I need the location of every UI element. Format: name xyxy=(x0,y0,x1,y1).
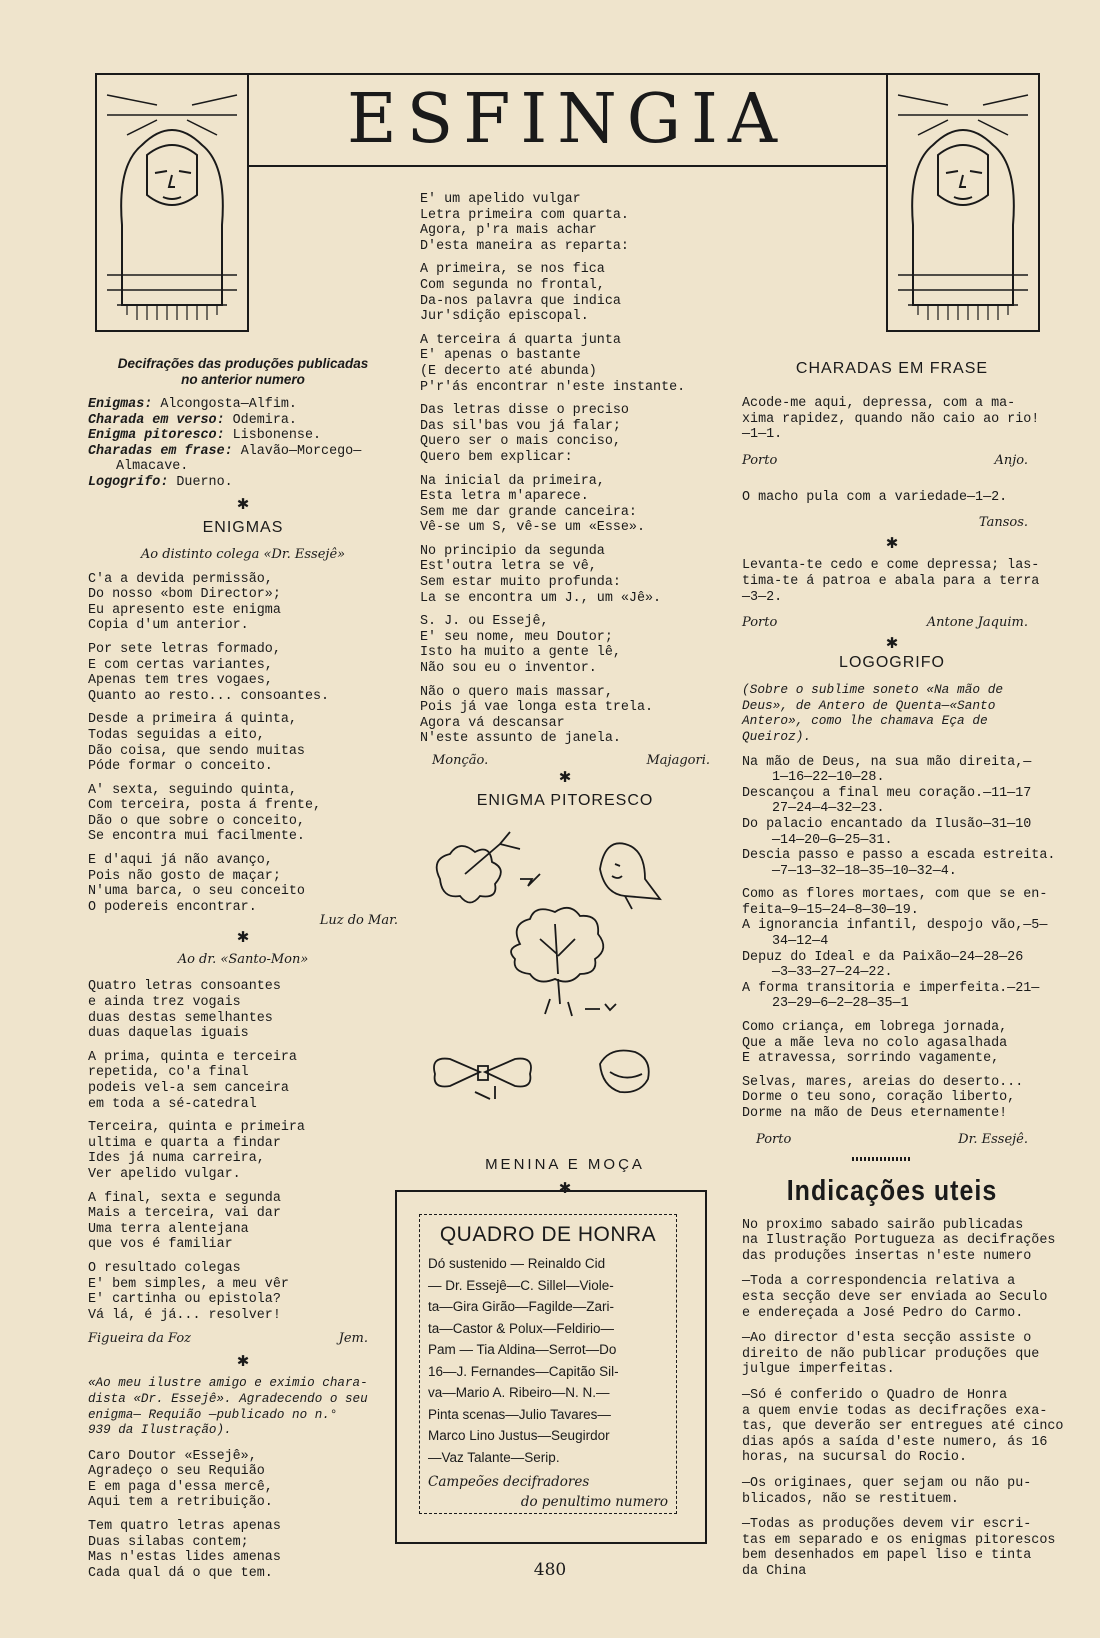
verse-line: Jur'sdição episcopal. xyxy=(420,309,589,325)
decifracoes-list xyxy=(88,397,398,491)
verse-line: Eu apresento este enigma xyxy=(88,602,281,618)
charada-line: xima rapidez, quando não caio ao rio! xyxy=(742,411,1040,427)
logogrifo-intro-line: Antero», como lhe chamava Eça de xyxy=(742,713,988,729)
verse-line: Cada qual dá o que tem. xyxy=(88,1565,273,1581)
dedication-2: Ao dr. «Santo-Mon» xyxy=(177,952,309,968)
indicacao-paragraph xyxy=(742,1274,1048,1321)
logogrifo-intro-line: (Sobre o sublime soneto «Na mão de xyxy=(742,682,1004,698)
pitoresco-caption: MENINA E MOÇA xyxy=(485,1156,645,1173)
indicacao-paragraph xyxy=(742,1217,1056,1265)
dedication-line: enigma— Requião —publicado no n.° xyxy=(88,1407,338,1422)
verse-line: A final, sexta e segunda xyxy=(88,1190,281,1206)
bow-ribbon-icon xyxy=(434,1059,531,1099)
verse-line: em toda a sé-catedral xyxy=(88,1096,257,1112)
verse-line: (E decerto até abunda) xyxy=(420,363,597,379)
verse-line: Ver apelido vulgar. xyxy=(88,1166,241,1182)
verse-line: La se encontra um J., um «Jê». xyxy=(420,590,662,606)
verse-line: 23—29—6—2—28—35—1 xyxy=(772,996,909,1012)
verse-line xyxy=(420,536,710,544)
verse-line xyxy=(88,845,398,853)
bonnet-icon xyxy=(600,1051,649,1093)
verse-line: Caro Doutor «Essejê», xyxy=(88,1448,257,1464)
verse-line: E' bem simples, a meu vêr xyxy=(88,1276,289,1292)
verse-line: 27—24—4—32—23. xyxy=(772,801,885,817)
quadro-honra-footer: Campeões decifradores do penultimo numero xyxy=(428,1474,668,1510)
indicacao-line: bem desenhados em papel liso e tinta xyxy=(742,1548,1032,1564)
verse-line: E' seu nome, meu Doutor; xyxy=(420,629,613,645)
verse-line: feita—9—15—24—8—30—19. xyxy=(742,902,919,918)
verse-line xyxy=(420,677,710,685)
grape-leaf-icon xyxy=(437,832,540,903)
column-left xyxy=(88,356,398,1581)
lettuce-icon xyxy=(511,908,616,1016)
indicacao-line: das produções insertas n'este numero xyxy=(742,1248,1032,1264)
charada-3-signature: Porto Antone Jaquim. xyxy=(742,615,1028,631)
dedication-line: dista «Dr. Essejê». Agradecendo o seu xyxy=(88,1391,368,1406)
verse-line: Aqui tem a retribuição. xyxy=(88,1495,273,1511)
verse-line: Descia passo e passo a escada estreita. xyxy=(742,848,1056,864)
quadro-honra-box xyxy=(395,1190,707,1544)
verse-line: Dorme na mão de Deus eternamente! xyxy=(742,1106,1008,1121)
verse-line: Vê-se um S, vê-se um «Esse». xyxy=(420,520,645,536)
verse-line: Quanto ao resto... consoantes. xyxy=(88,688,330,704)
verse-line: podeis vel-a sem canceira xyxy=(88,1081,289,1096)
indicacao-line: —Só é conferido o Quadro de Honra xyxy=(742,1387,1008,1403)
verse-line xyxy=(742,1067,1042,1075)
signature-majagori: Monção. Majagori. xyxy=(432,753,710,768)
enigma-pitoresco-drawing xyxy=(420,824,710,1154)
indicacao-line: —Todas as produções devem vir escri- xyxy=(742,1517,1032,1533)
indicacao-line: julgue imperfeitas. xyxy=(742,1362,895,1378)
verse-line xyxy=(742,879,1042,887)
logogrifo-heading: LOGOGRIFO xyxy=(839,654,945,672)
divider-star: ✱ xyxy=(558,768,572,786)
logogrifo-signature: Porto Dr. Essejê. xyxy=(756,1131,1028,1147)
verse-line: Póde formar o conceito. xyxy=(88,759,273,775)
verse-line: Agradeço o seu Requião xyxy=(88,1464,265,1480)
enigma-poem-4 xyxy=(420,192,710,747)
verse-line: Com terceira, posta á frente, xyxy=(88,798,322,814)
verse-line: S. J. ou Essejê, xyxy=(420,614,549,630)
verse-line: Por sete letras formado, xyxy=(88,641,281,657)
decif-line: Enigma pitoresco: Lisbonense. xyxy=(88,428,322,444)
page-title: ESFINGIA xyxy=(346,80,788,159)
charada-3 xyxy=(742,558,1042,605)
indicacao-line: blicados, não se restituem. xyxy=(742,1491,959,1507)
verse-line: duas daquelas iguais xyxy=(88,1026,249,1042)
verse-line: Apenas tem tres vogaes, xyxy=(88,673,273,689)
verse-line: A ignorancia infantil, despojo vão,—5— xyxy=(742,918,1048,934)
verse-line xyxy=(420,254,710,262)
verse-line xyxy=(420,606,710,614)
verse-line xyxy=(88,1042,398,1050)
verse-line: Quero bem explicar: xyxy=(420,449,573,465)
verse-line: —14—20—G—25—31. xyxy=(772,832,893,848)
verse-line: D'esta maneira as reparta: xyxy=(420,238,629,254)
verse-line: Das letras disse o preciso xyxy=(420,403,629,419)
charadas-heading: CHARADAS EM FRASE xyxy=(795,360,989,377)
quadro-honra-names xyxy=(428,1253,668,1468)
verse-line: Depuz do Ideal e da Paixão—24—28—26 xyxy=(742,949,1024,965)
sphinx-right-icon xyxy=(888,75,1038,330)
honra-line: Dó sustenido — Reinaldo Cid xyxy=(428,1256,606,1271)
divider-star: ✱ xyxy=(885,634,899,653)
verse-line: Como criança, em lobrega jornada, xyxy=(742,1020,1008,1036)
indicacao-line: tas em separado e os enigmas pitorescos xyxy=(742,1532,1056,1548)
verse-line: Com segunda no frontal, xyxy=(420,277,605,293)
verse-line xyxy=(88,1511,398,1519)
verse-line: Na mão de Deus, na sua mão direita,— xyxy=(742,754,1032,770)
decifracoes-title: Decifrações das produções publicadas no anterior numero xyxy=(117,356,369,387)
verse-line: Não o quero mais massar, xyxy=(420,684,613,700)
verse-line: ultima e quarta a findar xyxy=(88,1135,281,1151)
indicacao-line: dias após a saída d'este numero, ás 16 xyxy=(742,1434,1048,1450)
logogrifo-intro-line: Queiroz). xyxy=(742,728,812,744)
verse-line: A prima, quinta e terceira xyxy=(88,1049,297,1065)
dedication-line: 939 da Ilustração). xyxy=(88,1423,232,1438)
enigma-poem-2 xyxy=(88,979,398,1323)
indicacao-line: a quem envie todas as decifrações exa- xyxy=(742,1403,1048,1419)
quadro-honra-title: QUADRO DE HONRA xyxy=(439,1223,657,1246)
verse-line: N'este assunto de janela. xyxy=(420,731,621,747)
verse-line xyxy=(420,466,710,474)
verse-line xyxy=(420,325,710,333)
verse-line: Todas seguidas a eito, xyxy=(88,727,265,743)
verse-line: 34—12—4 xyxy=(772,934,829,950)
decif-line: Almacave. xyxy=(116,459,189,475)
indicacao-line: da China xyxy=(742,1563,807,1579)
charada-2-signature: Tansos. xyxy=(978,515,1028,531)
verse-line: E com certas variantes, xyxy=(88,657,273,673)
verse-line: Desde a primeira á quinta, xyxy=(88,712,297,728)
honra-line: —Vaz Talante—Serip. xyxy=(428,1449,560,1465)
indicacao-line: direito de não publicar produções que xyxy=(742,1346,1040,1362)
verse-line: Se encontra mui facilmente. xyxy=(88,829,305,845)
divider-star: ✱ xyxy=(885,534,899,553)
old-woman-icon xyxy=(600,843,660,909)
honra-line: Pinta scenas—Julio Tavares— xyxy=(428,1406,611,1422)
verse-line: Mas n'estas lides amenas xyxy=(88,1550,281,1566)
verse-line: que vos é familiar xyxy=(88,1237,233,1253)
honra-line: — Dr. Essejê—C. Sillel—Viole- xyxy=(428,1277,614,1293)
indicacoes-heading: Indicações uteis xyxy=(786,1174,998,1207)
verse-line: E' um apelido vulgar xyxy=(420,192,581,207)
verse-line: Ides já numa carreira, xyxy=(88,1151,265,1167)
verse-line: Esta letra m'aparece. xyxy=(420,489,589,505)
charada-line: Acode-me aqui, depressa, com a ma- xyxy=(742,396,1016,411)
honra-line: 16—J. Fernandes—Capitão Sil- xyxy=(428,1363,619,1379)
pitoresco-heading: ENIGMA PITORESCO xyxy=(476,792,654,809)
honra-line: ta—Gira Girão—Fagilde—Zari- xyxy=(428,1299,615,1314)
verse-line: E' apenas o bastante xyxy=(420,348,581,364)
verse-line: A terceira á quarta junta xyxy=(420,332,621,348)
verse-line: O resultado colegas xyxy=(88,1260,241,1276)
verse-line: Quero ser o mais conciso, xyxy=(420,434,621,450)
verse-line xyxy=(88,634,398,642)
verse-line: E d'aqui já não avanço, xyxy=(88,853,273,869)
verse-line: repetida, co'a final xyxy=(88,1065,249,1081)
verse-line xyxy=(742,1012,1042,1020)
honra-line: ta—Castor & Polux—Feldirio— xyxy=(428,1320,615,1336)
verse-line: Isto ha muito a gente lê, xyxy=(420,645,621,661)
verse-line xyxy=(88,1253,398,1261)
verse-line: Selvas, mares, areias do deserto... xyxy=(742,1074,1024,1090)
verse-line: Dão o que sobre o conceito, xyxy=(88,813,305,829)
verse-line: Pois não gosto de maçar; xyxy=(88,868,281,884)
column-right xyxy=(742,360,1064,1589)
indicacao-line: —Os originaes, quer sejam ou não pu- xyxy=(742,1475,1032,1491)
logogrifo-poem xyxy=(742,754,1056,1122)
verse-line: Duas silabas contem; xyxy=(88,1534,249,1550)
indicacao-line: No proximo sabado sairão publicadas xyxy=(742,1217,1024,1233)
decif-line: Logogrifo: Duerno. xyxy=(88,474,233,490)
indicacao-line: —Toda a correspondencia relativa a xyxy=(742,1274,1016,1290)
divider-star: ✱ xyxy=(236,928,250,947)
verse-line: —7—13—32—18—35—10—32—4. xyxy=(772,863,957,879)
page-number: 480 xyxy=(533,1560,567,1580)
verse-line: Pois já vae longa esta trela. xyxy=(420,700,654,716)
divider-star: ✱ xyxy=(236,1352,250,1371)
verse-line: Descançou a final meu coração.—11—17 xyxy=(742,785,1032,801)
verse-line: N'uma barca, o seu conceito xyxy=(88,884,305,900)
divider-star: ✱ xyxy=(558,1179,572,1197)
verse-line: Copia d'um anterior. xyxy=(88,618,249,634)
decif-line: Charada em verso: Odemira. xyxy=(88,412,297,428)
sphinx-left-panel xyxy=(95,73,249,332)
verse-line xyxy=(88,1112,398,1120)
verse-line: duas destas semelhantes xyxy=(88,1010,273,1026)
charada-line: —1—1. xyxy=(742,427,783,443)
indicacao-line: —Ao director d'esta secção assiste o xyxy=(742,1331,1032,1347)
verse-line: E' cartinha ou epistola? xyxy=(88,1292,281,1308)
verse-line: E em paga d'essa mercê, xyxy=(88,1479,273,1495)
indicacao-line: esta secção deve ser enviada ao Seculo xyxy=(742,1289,1048,1305)
verse-line: P'r'ás encontrar n'este instante. xyxy=(420,379,686,395)
charada-line: —3—2. xyxy=(742,589,783,605)
logogrifo-intro-line: Deus», de Antero de Quenta—«Santo xyxy=(742,697,996,713)
verse-line: Uma terra alentejana xyxy=(88,1221,249,1237)
verse-line: Que a mãe leva no colo agasalhada xyxy=(742,1035,1008,1051)
verse-line: Da-nos palavra que indica xyxy=(420,293,621,309)
dedication-1: Ao distinto colega «Dr. Essejê» xyxy=(140,546,346,562)
verse-line: Não sou eu o inventor. xyxy=(420,661,597,677)
verse-line: Do palacio encantado da Ilusão—31—10 xyxy=(742,816,1032,832)
signature-luz-do-mar: Luz do Mar. xyxy=(319,913,398,929)
dedication-line: «Ao meu ilustre amigo e eximio chara- xyxy=(88,1376,368,1391)
honra-line: Marco Lino Justus—Seugirdor xyxy=(428,1428,610,1443)
verse-line: O podereis encontrar. xyxy=(88,899,257,915)
sphinx-right-panel xyxy=(886,73,1040,332)
logogrifo-intro xyxy=(742,682,1042,744)
verse-line: Dorme o teu sono, coração liberto, xyxy=(742,1090,1016,1106)
indicacao-line: na Ilustração Portugueza as decifrações xyxy=(742,1233,1056,1249)
verse-line: Quatro letras consoantes xyxy=(88,979,281,995)
verse-line: Letra primeira com quarta. xyxy=(420,207,629,223)
dedication-3 xyxy=(88,1376,398,1438)
enigmas-heading: ENIGMAS xyxy=(202,518,284,536)
verse-line: Como as flores mortaes, com que se en- xyxy=(742,887,1048,903)
verse-line: Sem me dar grande canceira: xyxy=(420,504,637,520)
verse-line: e ainda trez vogais xyxy=(88,995,241,1011)
indicacao-paragraph xyxy=(742,1476,1042,1507)
signature-jem: Figueira da Foz Jem. xyxy=(88,1331,368,1347)
verse-line: C'a a devida permissão, xyxy=(88,571,273,587)
verse-line: Mais a terceira, vai dar xyxy=(88,1206,281,1222)
verse-line: Das sil'bas vou já falar; xyxy=(420,418,621,434)
verse-line: Dão coisa, que sendo muitas xyxy=(88,743,305,759)
verse-line xyxy=(88,1183,398,1191)
indicacao-line: tas, que deverão ser entregues até cinco xyxy=(742,1419,1064,1435)
decif-line: Charadas em frase: Alavão—Morcego— xyxy=(88,443,362,459)
sphinx-left-icon xyxy=(97,75,247,330)
verse-line: A forma transitoria e imperfeita.—21— xyxy=(742,980,1040,996)
divider-star: ✱ xyxy=(236,494,250,513)
verse-line: Terceira, quinta e primeira xyxy=(88,1120,305,1136)
charada-1 xyxy=(742,396,1042,443)
honra-line: Pam — Tia Aldina—Serrot—Do xyxy=(428,1342,617,1357)
charada-line: tima-te á patroa e abala para a terra xyxy=(742,573,1040,589)
verse-line: E atravessa, sorrindo vagamente, xyxy=(742,1051,1000,1067)
verse-line: Na inicial da primeira, xyxy=(420,473,605,489)
verse-line: Sem estar muito profunda: xyxy=(420,575,621,591)
indicacao-paragraph xyxy=(742,1387,1064,1466)
decif-line: Enigmas: Alcongosta—Alfim. xyxy=(88,397,297,412)
quadro-honra-inner xyxy=(419,1214,677,1514)
verse-line: Agora, p'ra mais achar xyxy=(420,223,597,239)
verse-line: Est'outra letra se vê, xyxy=(420,559,597,575)
indicacao-line: e endereçada a José Pedro do Carmo. xyxy=(742,1305,1024,1321)
indicacao-paragraph xyxy=(742,1331,1042,1378)
verse-line: Agora vá descansar xyxy=(420,715,565,731)
verse-line xyxy=(420,395,710,403)
divider-dots xyxy=(852,1157,912,1161)
enigma-poem-1 xyxy=(88,572,398,916)
verse-line: Tem quatro letras apenas xyxy=(88,1519,281,1535)
verse-line: —3—33—27—24—22. xyxy=(772,965,893,981)
indicacao-line: horas, na sucursal do Rocio. xyxy=(742,1450,967,1466)
column-center xyxy=(420,192,710,1197)
indicacoes-text xyxy=(742,1217,1064,1580)
verse-line: 1—16—22—10—28. xyxy=(772,770,885,786)
verse-line xyxy=(88,775,398,783)
charada-1-signature: Porto Anjo. xyxy=(742,452,1028,468)
charada-line: Levanta-te cedo e come depressa; las- xyxy=(742,558,1040,574)
verse-line: No principio da segunda xyxy=(420,543,605,559)
verse-line: A primeira, se nos fica xyxy=(420,262,605,278)
verse-line: Do nosso «bom Director»; xyxy=(88,587,281,603)
honra-line: va—Mario A. Ribeiro—N. N.— xyxy=(428,1385,610,1400)
verse-line: A' sexta, seguindo quinta, xyxy=(88,782,297,798)
verse-line xyxy=(88,704,398,712)
verse-line: Vá lá, é já... resolver! xyxy=(88,1307,281,1323)
charada-2: O macho pula com a variedade—1—2. xyxy=(742,489,1008,505)
